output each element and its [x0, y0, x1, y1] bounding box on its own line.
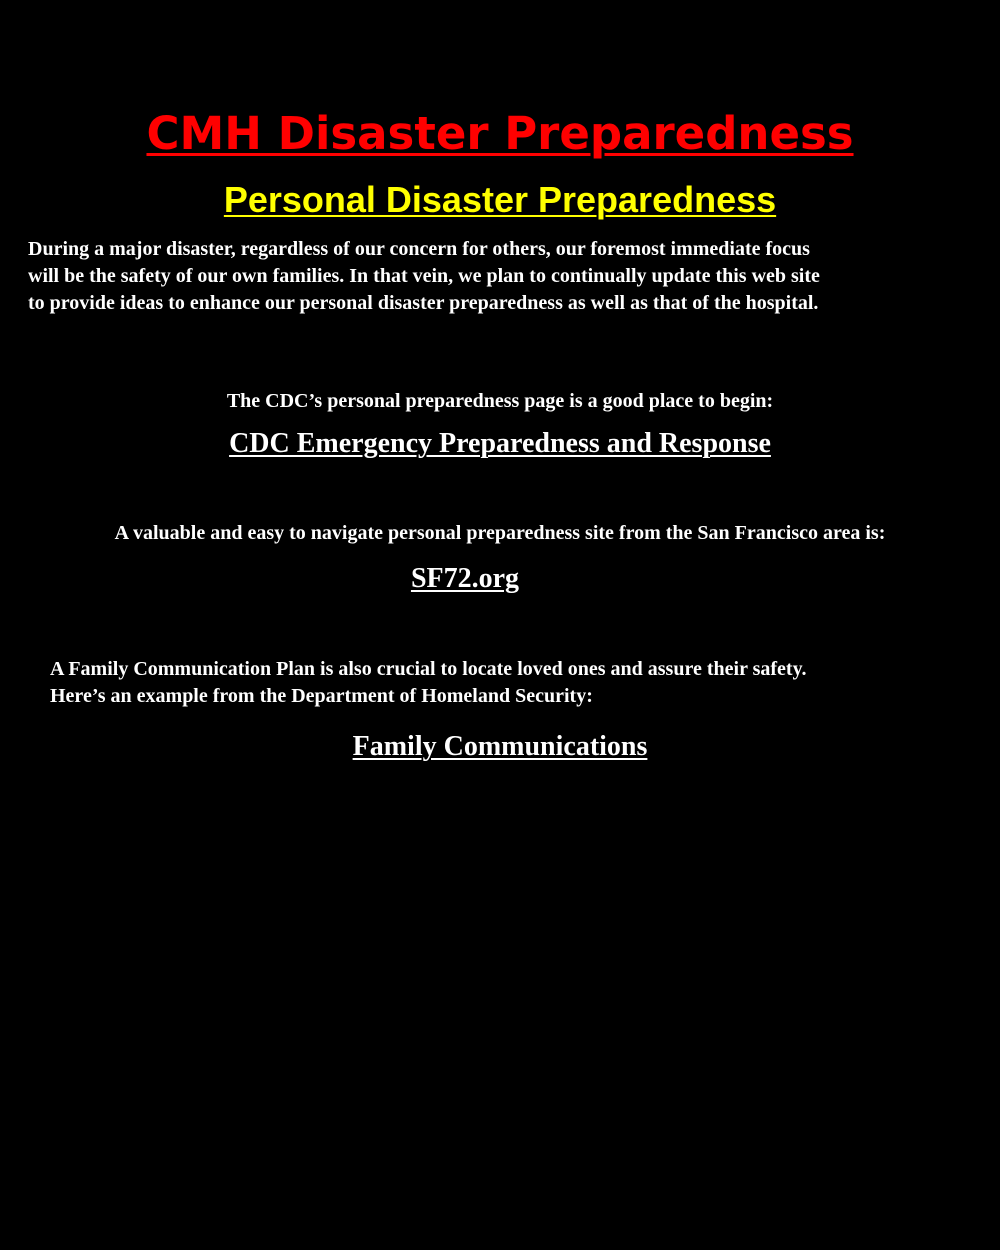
- cdc-link-container: [0, 426, 1000, 462]
- section-title: Personal Disaster Preparedness: [223, 179, 777, 220]
- family-link-container: [0, 729, 1000, 765]
- family-plan-paragraph: [50, 656, 980, 710]
- intro-line: to provide ideas to enhance our personal disaster preparedness as well as that of the hospital.: [28, 292, 819, 314]
- sf72-lead-text: A valuable and easy to navigate personal preparedness site from the San Francisco area is:: [114, 522, 886, 544]
- sf72-link-container: [0, 561, 965, 597]
- cdc-link[interactable]: CDC Emergency Preparedness and Response: [229, 428, 771, 459]
- intro-paragraph: [28, 236, 992, 317]
- intro-line: will be the safety of our own families. In that vein, we plan to continually update this web site: [28, 265, 820, 287]
- family-plan-line: A Family Communication Plan is also crucial to locate loved ones and assure their safety.: [50, 658, 807, 680]
- family-plan-line: Here’s an example from the Department of Homeland Security:: [50, 685, 593, 707]
- sf72-link[interactable]: SF72.org: [410, 563, 520, 594]
- family-communications-link[interactable]: Family Communications: [352, 731, 648, 762]
- page-title: CMH Disaster Preparedness: [146, 107, 854, 160]
- cdc-lead-text: The CDC’s personal preparedness page is a good place to begin:: [226, 390, 774, 412]
- intro-line: During a major disaster, regardless of our concern for others, our foremost immediate focus: [28, 238, 810, 260]
